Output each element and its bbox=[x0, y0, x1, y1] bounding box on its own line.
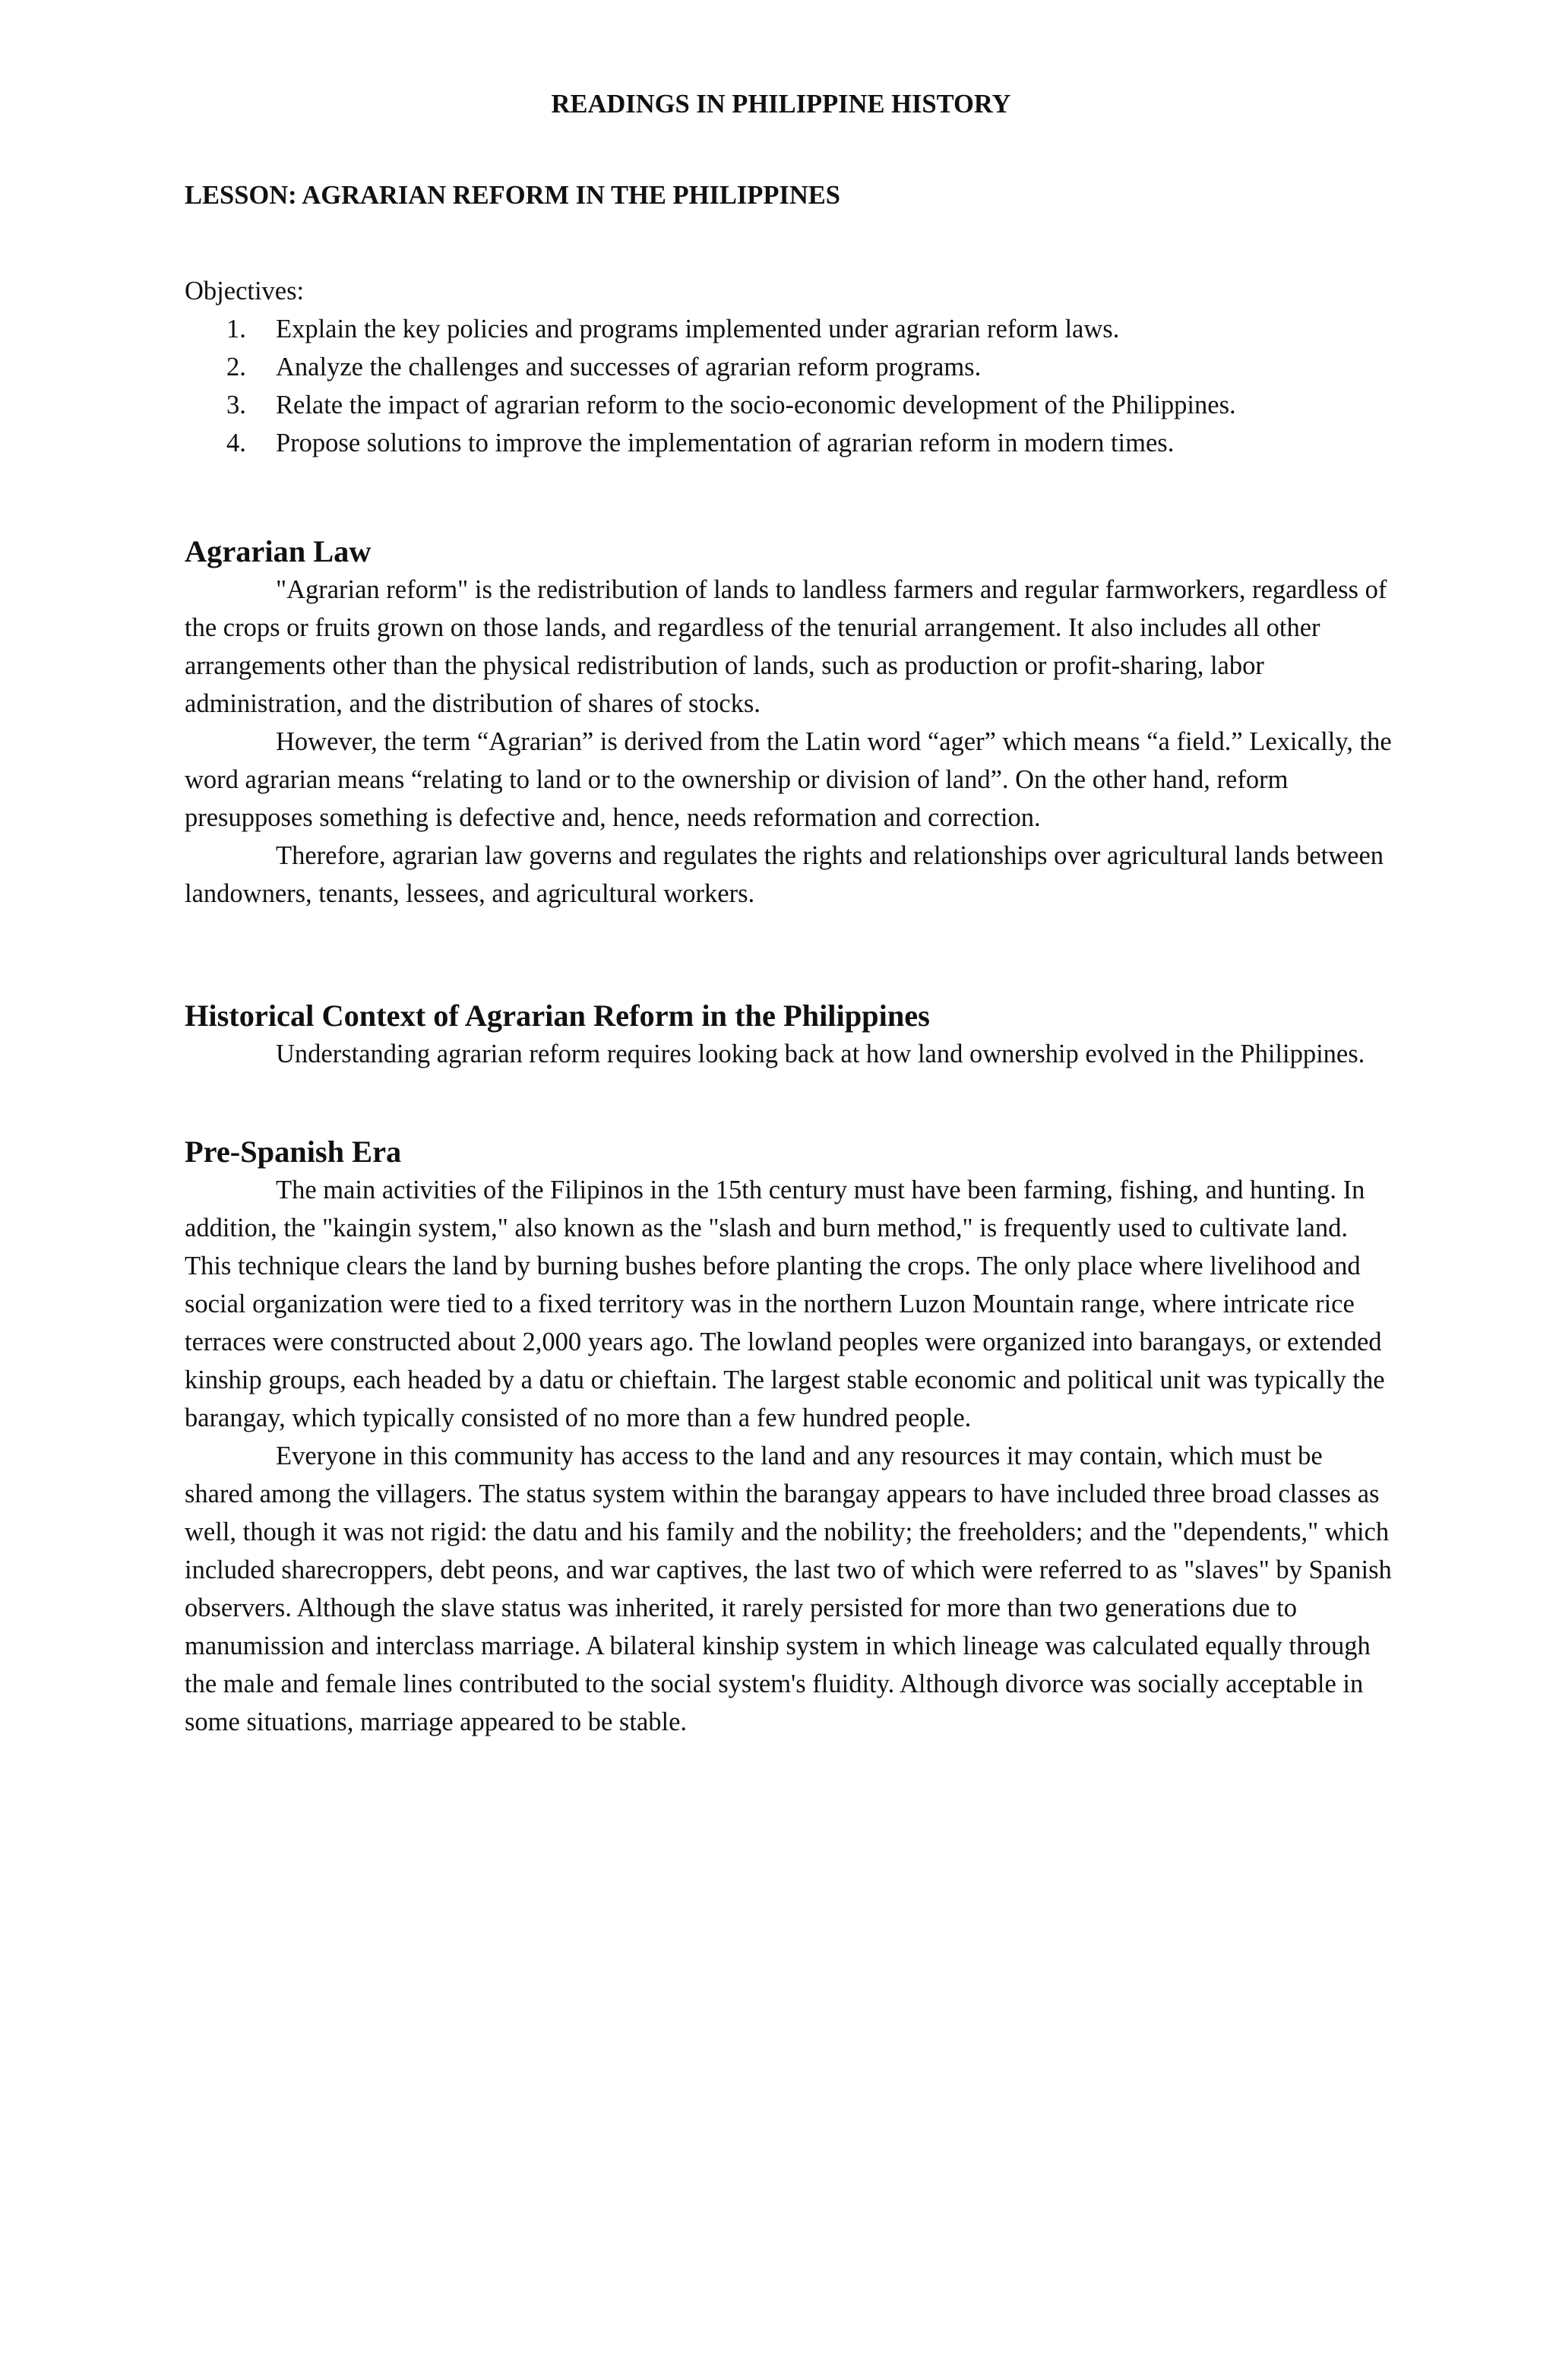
objective-number: 2. bbox=[226, 353, 246, 381]
paragraph: However, the term “Agrarian” is derived from the Latin word “ager” which means “a field.” Lexically, the word agrarian means “relating to land or to the ownership or division of land”. On the other hand, reform presupposes something is defective and, hence, needs reformation and correction. bbox=[185, 727, 1392, 832]
objective-item bbox=[185, 310, 1393, 348]
document-title: READINGS IN PHILIPPINE HISTORY bbox=[551, 90, 1011, 119]
objective-text: Explain the key policies and programs implemented under agrarian reform laws. bbox=[276, 315, 1120, 343]
objective-item bbox=[185, 348, 1393, 386]
section-heading-pre-spanish-era: Pre-Spanish Era bbox=[185, 1135, 402, 1169]
paragraph: Understanding agrarian reform requires looking back at how land ownership evolved in the Philippines. bbox=[276, 1040, 1365, 1068]
paragraph: The main activities of the Filipinos in the 15th century must have been farming, fishing, and hunting. In addition, the "kaingin system," also known as the "slash and burn method," is frequently used to cultivate land. This technique clears the land by burning bushes before planting the crops. The only place where livelihood and social organization were tied to a fixed territory was in the northern Luzon Mountain range, where intricate rice terraces were constructed about 2,000 years ago. The lowland peoples were organized into barangays, or extended kinship groups, each headed by a datu or chieftain. The largest stable economic and political unit was typically the barangay, which typically consisted of no more than a few hundred people. bbox=[185, 1176, 1385, 1432]
paragraph: Everyone in this community has access to the land and any resources it may contain, which must be shared among the villagers. The status system within the barangay appears to have included three broad classes as well, though it was not rigid: the datu and his family and the nobility; the freeholders; and the "dependents," which included sharecroppers, debt peons, and war captives, the last two of which were referred to as "slaves" by Spanish observers. Although the slave status was inherited, it rarely persisted for more than two generations due to manumission and interclass marriage. A bilateral kinship system in which lineage was calculated equally through the male and female lines contributed to the social system's fluidity. Although divorce was socially acceptable in some situations, marriage appeared to be stable. bbox=[185, 1442, 1392, 1736]
objective-number: 4. bbox=[226, 429, 246, 457]
document-body bbox=[185, 85, 1393, 1741]
objective-number: 3. bbox=[226, 391, 246, 419]
section-heading-agrarian-law: Agrarian Law bbox=[185, 534, 372, 568]
objective-item bbox=[185, 386, 1393, 424]
section-heading-historical-context: Historical Context of Agrarian Reform in the Philippines bbox=[185, 999, 930, 1033]
objective-text: Analyze the challenges and successes of agrarian reform programs. bbox=[276, 353, 982, 381]
objectives-label: Objectives: bbox=[185, 277, 305, 305]
paragraph: Therefore, agrarian law governs and regulates the rights and relationships over agricultural lands between landowners, tenants, lessees, and agricultural workers. bbox=[185, 841, 1384, 908]
paragraph: "Agrarian reform" is the redistribution of lands to landless farmers and regular farmworkers, regardless of the crops or fruits grown on those lands, and regardless of the tenurial arrangement. It also includes all other arrangements other than the physical redistribution of lands, such as production or profit-sharing, labor administration, and the distribution of shares of stocks. bbox=[185, 575, 1387, 718]
objective-text: Relate the impact of agrarian reform to the socio-economic development of the Philippines. bbox=[276, 391, 1236, 419]
objectives-list bbox=[185, 310, 1393, 462]
lesson-title: LESSON: AGRARIAN REFORM IN THE PHILIPPINES bbox=[185, 181, 840, 210]
objective-item bbox=[185, 424, 1393, 462]
objective-number: 1. bbox=[226, 315, 246, 343]
objective-text: Propose solutions to improve the implementation of agrarian reform in modern times. bbox=[276, 429, 1175, 457]
